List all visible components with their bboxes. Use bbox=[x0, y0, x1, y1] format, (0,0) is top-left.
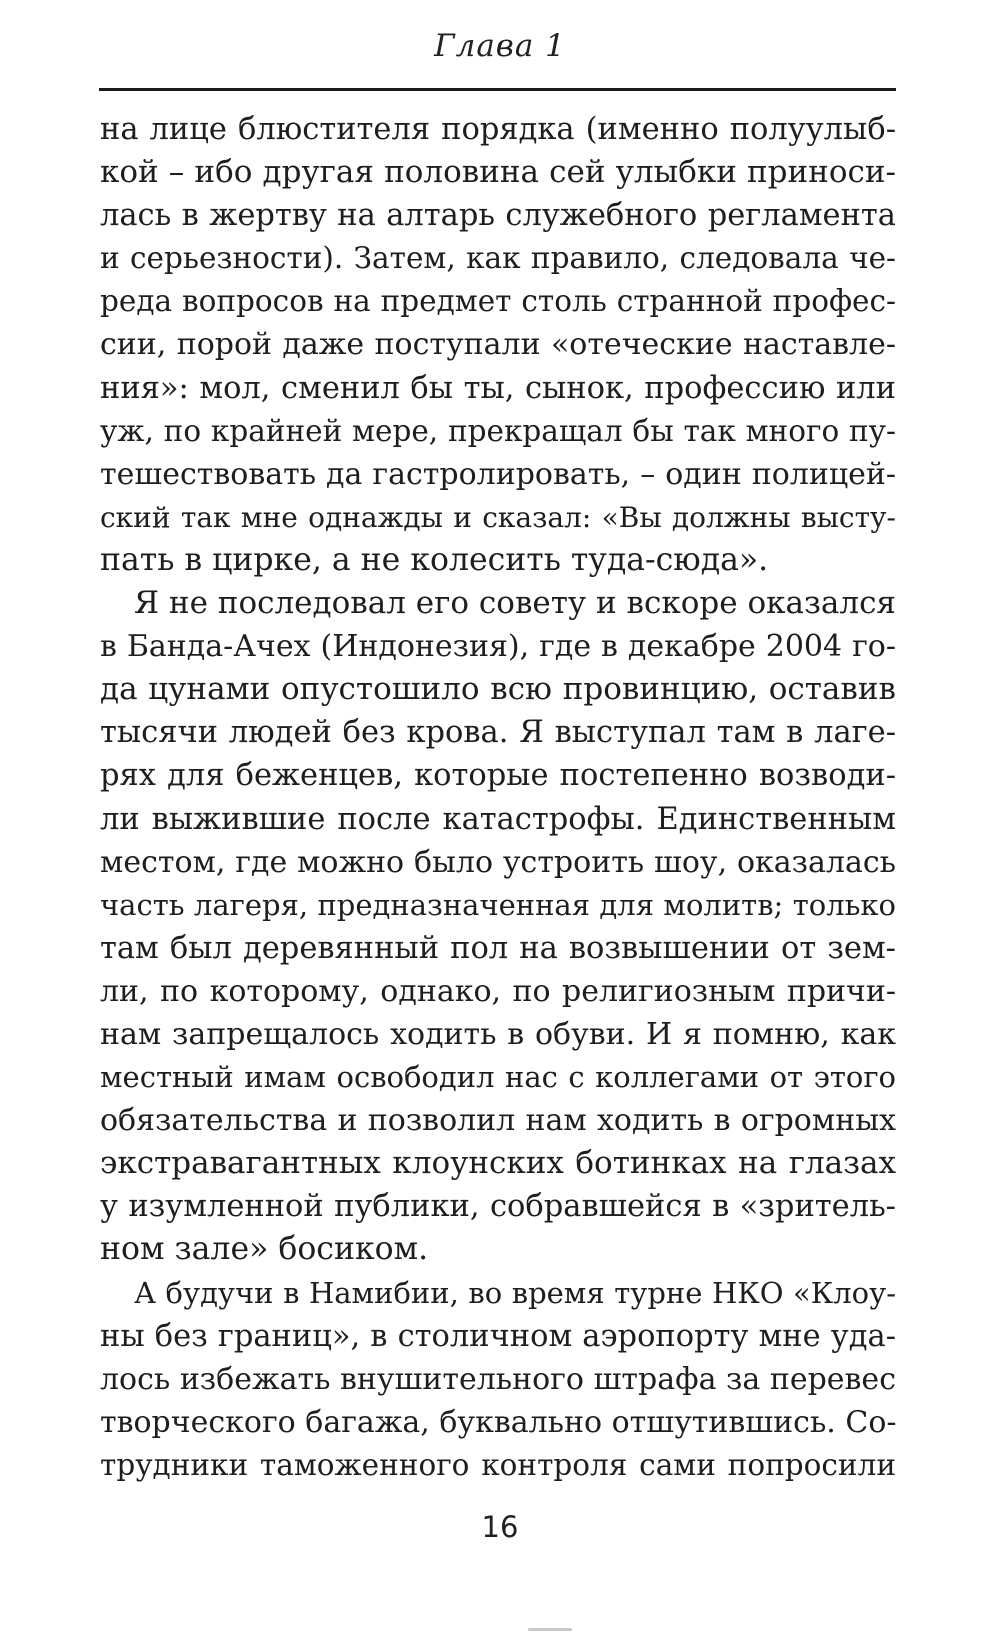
text-line: у изумленной публики, собравшейся в «зритель- bbox=[100, 1189, 896, 1225]
text-line: лась в жертву на алтарь служебного регламента bbox=[100, 198, 896, 234]
text-line: тысячи людей без крова. Я выступал там в лаге- bbox=[100, 715, 896, 751]
text-line: нам запрещалось ходить в обуви. И я помню, как bbox=[100, 1016, 896, 1052]
text-line: часть лагеря, предназначенная для молитв; только bbox=[100, 887, 896, 922]
running-head: Глава 1 bbox=[434, 28, 566, 64]
text-line: Я не последовал его совету и вскоре оказался bbox=[134, 585, 896, 622]
header-rule bbox=[99, 88, 896, 91]
text-line: рях для беженцев, которые постепенно возводи- bbox=[100, 758, 896, 794]
text-line: местный имам освободил нас с коллегами от этого bbox=[100, 1060, 896, 1095]
text-line: трудники таможенного контроля сами попросили bbox=[100, 1447, 896, 1482]
text-line: в Банда-Ачех (Индонезия), где в декабре 2004 го- bbox=[100, 629, 896, 665]
text-line: творческого багажа, буквально отшутившись. Со- bbox=[100, 1404, 897, 1440]
paragraph bbox=[100, 108, 896, 582]
paragraph bbox=[100, 582, 896, 1272]
text-line: там был деревянный пол на возвышении от зем- bbox=[100, 930, 896, 966]
text-line: А будучи в Намибии, во время турне НКО «Клоу- bbox=[134, 1275, 896, 1310]
page-number: 16 bbox=[481, 1510, 519, 1544]
text-line: ны без границ», в столичном аэропорту мне уда- bbox=[100, 1318, 896, 1354]
scan-artifact bbox=[528, 1628, 572, 1631]
text-line: экстравагантных клоунских ботинках на глазах bbox=[100, 1145, 896, 1182]
text-line: пать в цирке, а не колесить туда-сюда». bbox=[100, 541, 769, 578]
text-line: тешествовать да гастролировать, – один полицей- bbox=[100, 456, 896, 492]
text-line: реда вопросов на предмет столь странной профес- bbox=[100, 284, 896, 319]
text-line: и серьезности). Затем, как правило, следовала че- bbox=[100, 241, 896, 276]
text-line: на лице блюстителя порядка (именно полуулыб- bbox=[100, 112, 896, 147]
text-line: уж, по крайней мере, прекращал бы так много пу- bbox=[100, 413, 896, 448]
text-line: ном зале» босиком. bbox=[100, 1231, 429, 1268]
text-line: да цунами опустошило всю провинцию, оставив bbox=[100, 671, 896, 708]
text-line: сии, порой даже поступали «отеческие наставле- bbox=[100, 327, 896, 363]
text-line: ли, по которому, однако, по религиозным причи- bbox=[100, 973, 896, 1009]
text-line: ния»: мол, сменил бы ты, сынок, профессию или bbox=[100, 370, 896, 406]
text-line: ский так мне однажды и сказал: «Вы должны высту- bbox=[100, 500, 896, 534]
body-text bbox=[100, 108, 896, 1487]
text-line: ли выжившие после катастрофы. Единственным bbox=[100, 801, 896, 837]
paragraph bbox=[100, 1272, 896, 1487]
text-line: обязательства и позволил нам ходить в огромных bbox=[100, 1103, 896, 1139]
text-line: местом, где можно было устроить шоу, оказалась bbox=[100, 844, 896, 880]
text-line: кой – ибо другая половина сей улыбки приноси- bbox=[100, 154, 896, 191]
text-line: лось избежать внушительного штрафа за перевес bbox=[100, 1361, 896, 1397]
